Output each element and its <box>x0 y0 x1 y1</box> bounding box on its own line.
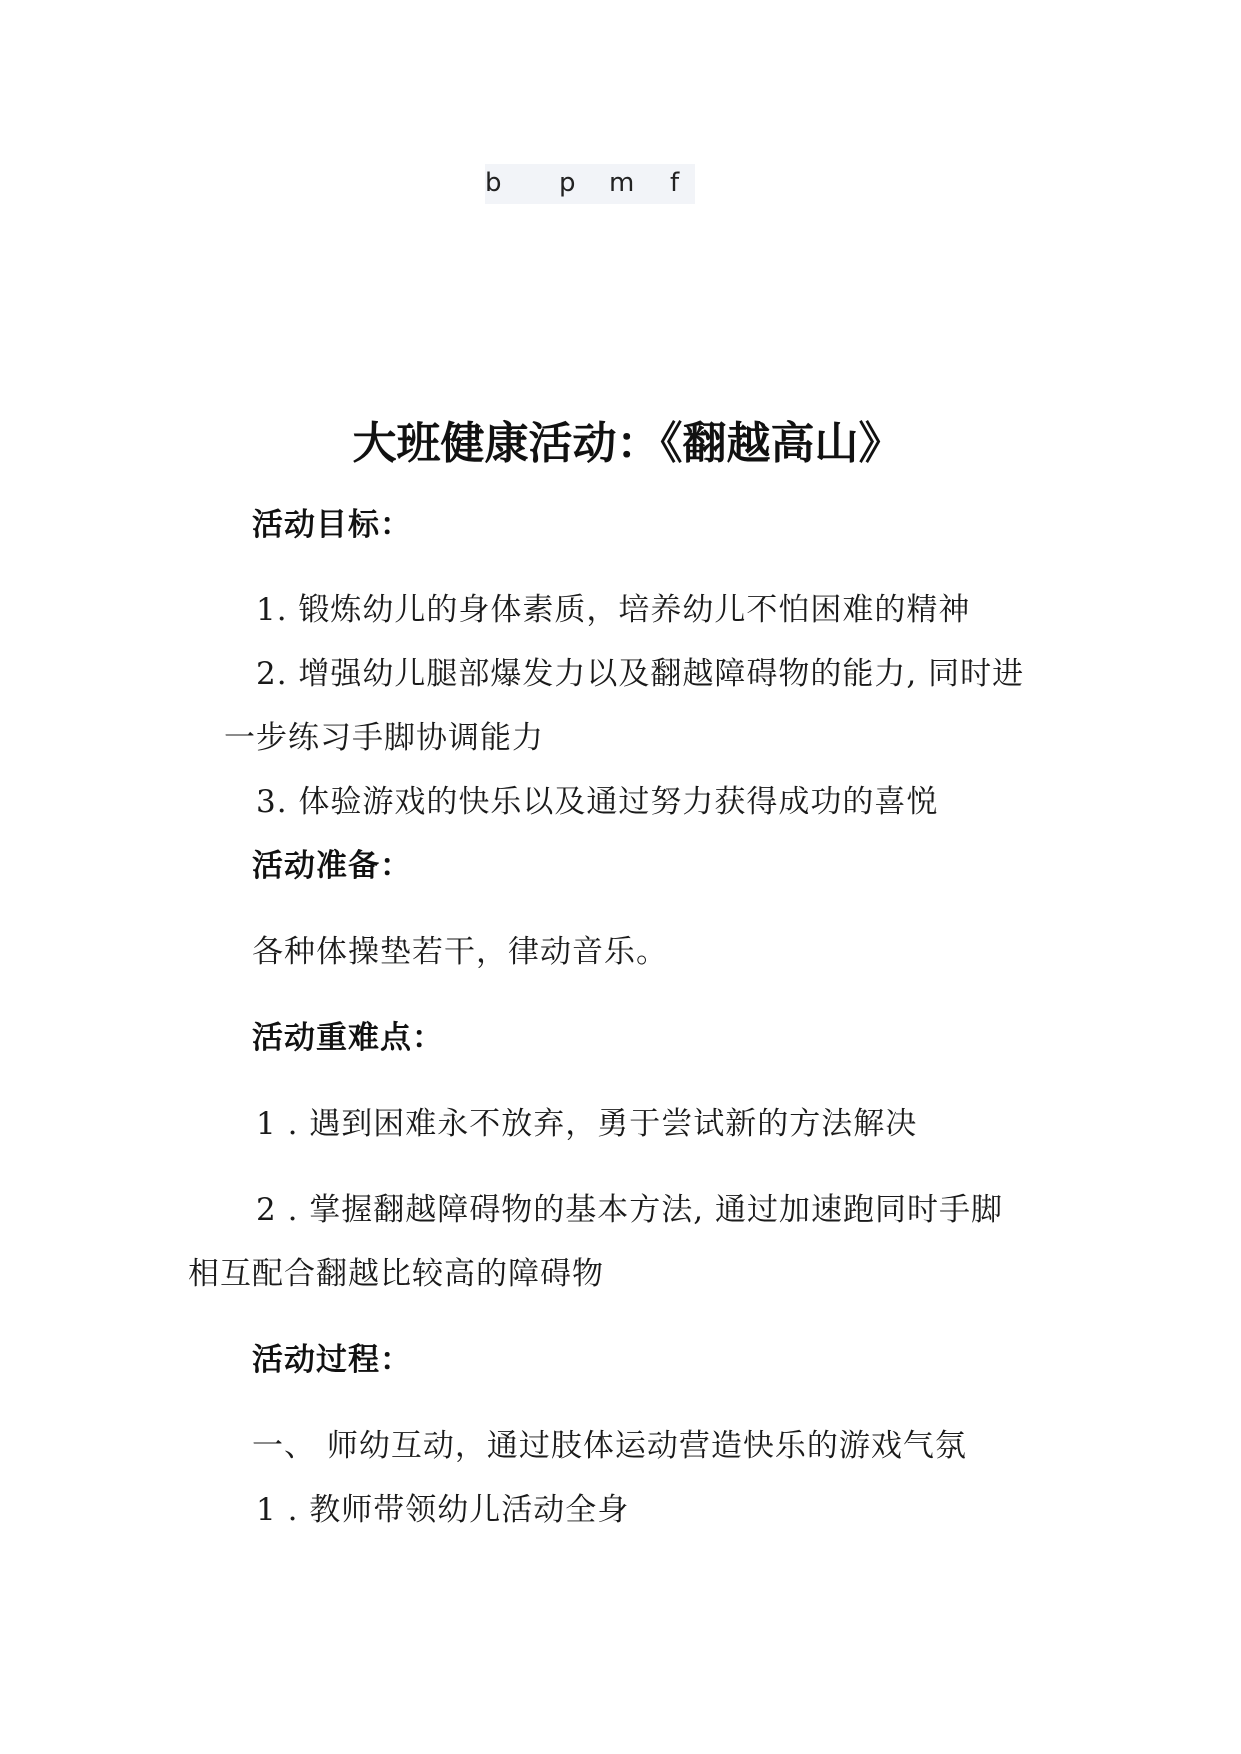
goal-item-3: 3. 体验游戏的快乐以及通过努力获得成功的喜悦 <box>256 784 939 820</box>
goal-item-1: 1. 锻炼幼儿的身体素质，培养幼儿不怕困难的精神 <box>256 592 971 628</box>
process-substep-1: 1 . 教师带领幼儿活动全身 <box>256 1492 630 1528</box>
prep-text: 各种体操垫若干，律动音乐。 <box>252 934 668 970</box>
prep-heading: 活动准备： <box>252 848 412 884</box>
header-letter-b: b <box>485 168 502 198</box>
header-letter-m: m <box>609 168 635 198</box>
header-letter-p: p <box>559 168 576 198</box>
key-point-2: 2 . 掌握翻越障碍物的基本方法, 通过加速跑同时手脚 <box>256 1192 1003 1228</box>
goal-item-2: 2. 增强幼儿腿部爆发力以及翻越障碍物的能力, 同时进 <box>256 656 1025 692</box>
key-point-1: 1 . 遇到困难永不放弃，勇于尝试新的方法解决 <box>256 1106 918 1142</box>
header-letter-strip <box>485 164 695 204</box>
key-point-2-continued: 相互配合翻越比较高的障碍物 <box>188 1256 604 1292</box>
process-step-1: 一、 师幼互动，通过肢体运动营造快乐的游戏气氛 <box>252 1428 967 1464</box>
goal-item-2-continued: 一步练习手脚协调能力 <box>224 720 544 756</box>
key-points-heading: 活动重难点： <box>252 1020 444 1056</box>
document-title: 大班健康活动：《翻越高山》 <box>352 418 903 469</box>
header-letter-f: f <box>670 168 680 198</box>
goals-heading: 活动目标： <box>252 507 412 543</box>
process-heading: 活动过程： <box>252 1342 412 1378</box>
